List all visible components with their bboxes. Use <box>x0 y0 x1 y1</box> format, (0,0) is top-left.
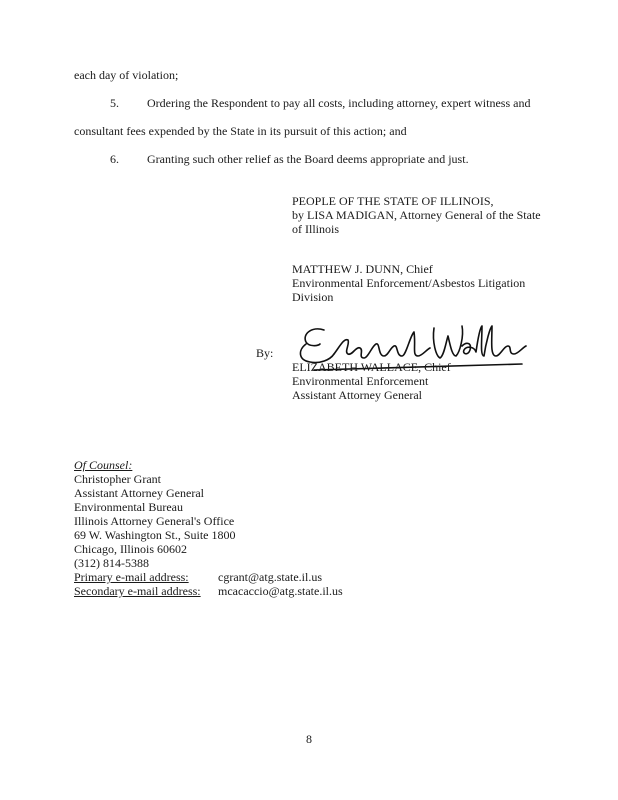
counsel-bureau: Environmental Bureau <box>74 500 183 514</box>
counsel-heading: Of Counsel: <box>74 458 133 472</box>
secondary-email-label: Secondary e-mail address: <box>74 584 201 598</box>
by-label: By: <box>256 346 274 360</box>
chief-title-1: Environmental Enforcement/Asbestos Litigation <box>292 276 526 290</box>
signer-title-1: Environmental Enforcement <box>292 374 429 388</box>
counsel-name: Christopher Grant <box>74 472 161 486</box>
item-5-number: 5. <box>110 96 119 110</box>
item-5-text: Ordering the Respondent to pay all costs, including attorney, expert witness and <box>147 96 531 110</box>
chief-title-2: Division <box>292 290 334 304</box>
counsel-title: Assistant Attorney General <box>74 486 204 500</box>
body-line-violation: each day of violation; <box>74 68 179 82</box>
party-line-2: by LISA MADIGAN, Attorney General of the State <box>292 208 541 222</box>
counsel-phone: (312) 814-5388 <box>74 556 149 570</box>
signer-name: ELIZABETH WALLACE, Chief <box>292 360 451 374</box>
party-line-3: of Illinois <box>292 222 339 236</box>
item-5-continuation: consultant fees expended by the State in its pursuit of this action; and <box>74 124 407 138</box>
primary-email-label: Primary e-mail address: <box>74 570 189 584</box>
page-number: 8 <box>306 732 312 746</box>
chief-name: MATTHEW J. DUNN, Chief <box>292 262 433 276</box>
item-6-number: 6. <box>110 152 119 166</box>
party-line-1: PEOPLE OF THE STATE OF ILLINOIS, <box>292 194 494 208</box>
item-6-text: Granting such other relief as the Board deems appropriate and just. <box>147 152 469 166</box>
secondary-email-link[interactable]: mcacaccio@atg.state.il.us <box>218 584 343 598</box>
primary-email-link[interactable]: cgrant@atg.state.il.us <box>218 570 323 584</box>
counsel-city: Chicago, Illinois 60602 <box>74 542 187 556</box>
signer-title-2: Assistant Attorney General <box>292 388 422 402</box>
counsel-street: 69 W. Washington St., Suite 1800 <box>74 528 236 542</box>
counsel-office: Illinois Attorney General's Office <box>74 514 235 528</box>
